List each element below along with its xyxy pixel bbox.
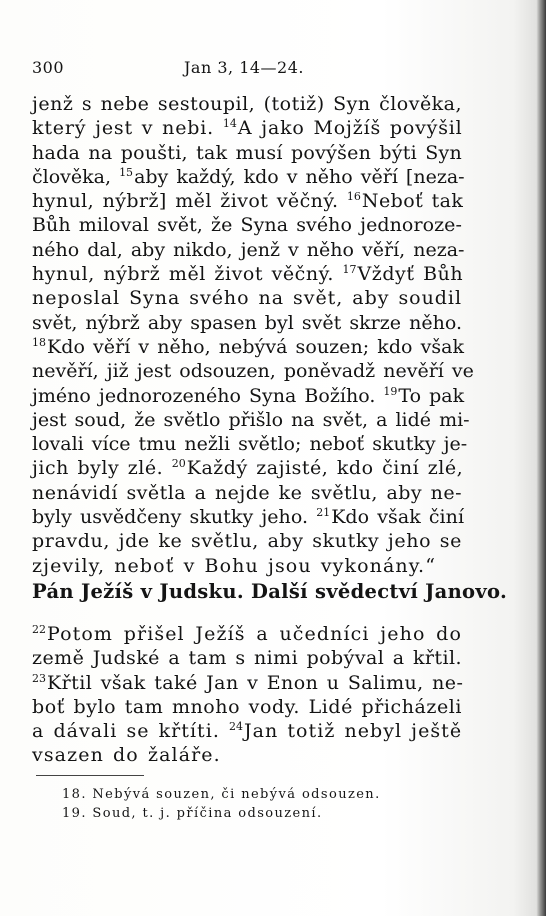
verse-text: země Judské a tam s nimi pobýval a křtil.	[32, 647, 462, 670]
text-line	[32, 286, 462, 310]
verse-text: aby každý, kdo v něho věří [neza-	[134, 165, 465, 188]
verse-text: Každý zajisté, kdo činí zlé,	[186, 457, 464, 480]
verse-text: hynul, nýbrž měl život věčný.	[32, 263, 343, 286]
verse-number: 19	[383, 384, 398, 398]
verse-number: 22	[32, 623, 46, 636]
verse-number: 21	[316, 506, 331, 520]
text-line	[32, 238, 465, 262]
text-line	[32, 141, 462, 165]
text-line	[32, 359, 474, 383]
verse-text: který jest v nebi.	[32, 117, 223, 140]
text-line	[32, 116, 462, 140]
verse-text: Neboť tak	[361, 190, 464, 213]
verse-number: 18	[32, 335, 46, 349]
text-line	[32, 529, 462, 553]
verse-number: 15	[119, 165, 134, 179]
text-line	[32, 554, 462, 578]
text-line	[32, 671, 462, 695]
verse-text: vsazen do žaláře.	[32, 744, 221, 767]
footnote: 18. Nebývá souzen, či nebývá odsouzen.	[62, 787, 381, 802]
verse-number: 17	[342, 263, 357, 277]
verse-text: Vždyť Bůh	[357, 263, 464, 286]
verse-number: 20	[171, 457, 186, 471]
verse-text: Kdo věří v něho, nebývá souzen; kdo však	[47, 335, 465, 358]
verse-text: To pak	[398, 384, 465, 407]
text-line	[32, 622, 462, 646]
text-line	[32, 92, 462, 116]
verse-text: Potom přišel Ježíš a učedníci jeho do	[47, 623, 462, 645]
verse-number: 24	[229, 720, 244, 734]
verse-number: 23	[32, 671, 46, 685]
verse-text: jméno jednorozeného Syna Božího.	[32, 384, 384, 407]
verse-text: A jako Mojžíš povýšil	[237, 117, 463, 140]
verse-text: a dávali se křtíti.	[32, 720, 230, 743]
footnotes	[62, 785, 462, 823]
section-heading: Pán Ježíš v Judsku. Další svědectví Janovo.	[32, 580, 508, 603]
verse-text: Kdo však činí	[331, 506, 465, 529]
text-line	[32, 384, 465, 408]
verse-text: hynul, nýbrž] měl život věčný.	[32, 190, 347, 213]
text-line	[32, 189, 462, 213]
page-number: 300	[32, 58, 65, 77]
verse-text: jest soud, že světlo přišlo na svět, a lidé mi-	[32, 408, 470, 431]
text-line	[32, 456, 462, 480]
text-line	[32, 262, 462, 286]
verse-text: jenž s nebe sestoupil, (totiž) Syn člověka,	[32, 93, 462, 115]
verse-text: neposlal Syna svého na svět, aby soudil	[32, 287, 462, 310]
verse-text: nevěří, již jest odsouzen, poněvadž nevěří ve	[32, 360, 474, 383]
footnote: 19. Soud, t. j. příčina odsouzení.	[62, 806, 323, 821]
verse-number: 16	[346, 190, 361, 204]
verse-text: Jan totiž nebyl ještě	[244, 720, 463, 743]
verse-text: hada na poušti, tak musí povýšen býti Syn	[32, 141, 462, 164]
scripture-text-section-1	[32, 92, 474, 578]
text-line	[32, 719, 462, 743]
verse-text: člověka,	[32, 165, 120, 188]
text-line	[32, 432, 468, 456]
text-line	[32, 165, 465, 189]
text-line	[32, 646, 462, 670]
text-line	[32, 695, 462, 719]
verse-text: nenávidí světla a nejde ke světlu, aby ne-	[32, 481, 462, 504]
verse-text: ného dal, aby nikdo, jenž v něho věří, neza-	[32, 238, 465, 261]
verse-text: svět, nýbrž aby spasen byl svět skrze něho.	[32, 311, 462, 334]
page-edge-shadow	[536, 0, 546, 916]
text-line	[32, 743, 462, 767]
footnote-separator	[36, 775, 144, 776]
verse-text: Bůh miloval svět, že Syna svého jednoroze-	[32, 214, 462, 237]
verse-text: byly usvědčeny skutky jeho.	[32, 506, 317, 529]
text-line	[32, 408, 470, 432]
verse-text: Křtil však také Jan v Enon u Salimu, ne-	[47, 671, 464, 694]
text-line	[32, 481, 462, 505]
verse-text: pravdu, jde ke světlu, aby skutky jeho se	[32, 530, 462, 553]
text-line	[32, 213, 462, 237]
verse-text: jich byly zlé.	[32, 457, 172, 480]
scripture-text-section-2	[32, 622, 462, 768]
verse-number: 14	[222, 117, 237, 131]
text-line	[32, 335, 465, 359]
verse-text: boť bylo tam mnoho vody. Lidé přicházeli	[32, 695, 462, 718]
text-line	[32, 311, 462, 335]
verse-text: zjevily, neboť v Bohu jsou vykonány.“	[32, 554, 437, 577]
chapter-verse-reference: Jan 3, 14—24.	[184, 58, 304, 77]
running-header	[32, 58, 472, 82]
verse-text: lovali více tmu nežli světlo; neboť skutky je-	[32, 433, 468, 456]
text-line	[32, 505, 465, 529]
